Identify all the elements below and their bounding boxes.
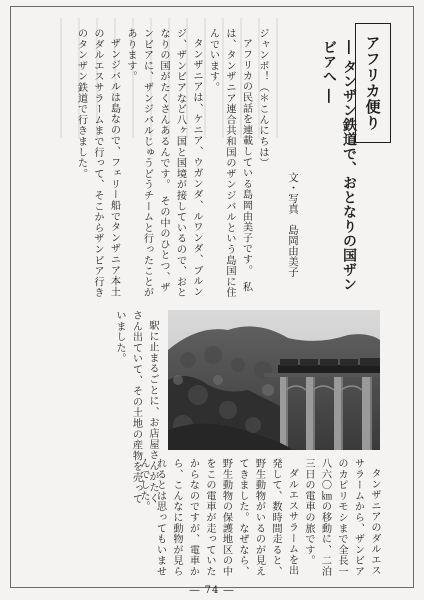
photo-illustration	[168, 310, 380, 450]
section-title-box	[355, 23, 391, 143]
article-subtitle: ― タンザン鉄道で、おとなりの国ザンビアへ ―	[321, 40, 357, 292]
paragraph: ジャンボ！（＊こんにちは）	[257, 28, 268, 169]
page-number: ― 74 ―	[189, 585, 235, 596]
paragraph: 駅に止まるごとに、お店屋さんがたくさん出ていて、その土地の産物を売っていました。	[114, 310, 158, 505]
paragraph: ザンジバルは島なので、フェリー船でタンザニア本土のダルエスサラームまで行って、そこからザンビア行きのタンザン鉄道で行きました。	[75, 28, 120, 298]
byline: 文・写真 島岡由美子	[287, 172, 299, 277]
section-title: アフリカ便り	[363, 35, 382, 131]
paragraph: アフリカの民話を連載している島岡由美子です。 私は、タンザニア連合共和国のザンジバルという島国に住んでいます。	[207, 28, 252, 298]
train-bridge-photo	[168, 310, 380, 450]
lower-right-text	[138, 458, 382, 578]
paragraph: タンザニアのダルエスサラームから、ザンビアのカピリモシまで全長一八六〇㎞の移動に、二泊三日の電車の旅です。	[303, 458, 380, 577]
upper-body-text	[38, 28, 270, 298]
paragraph: ダルエスサラームを出発して、数時間走ると、野生動物がいるのが見えてきました。なぜなら、野生動物の保護地区の中をこの電車が走っていたからなのですが、電車から、こんなに動物が見られるとは思ってもいませんでした。	[138, 458, 298, 577]
paragraph: タンザニアは、ケニア、ウガンダ、ルワンダ、ブルンジ、ザンビアなど八ヶ国と国境が接しているので、おとなりの国がたくさんあるんです。 その中のひとつ、ザンビアに、ザンジバルじゅうどうチームと行ったことがあります。	[125, 28, 202, 298]
